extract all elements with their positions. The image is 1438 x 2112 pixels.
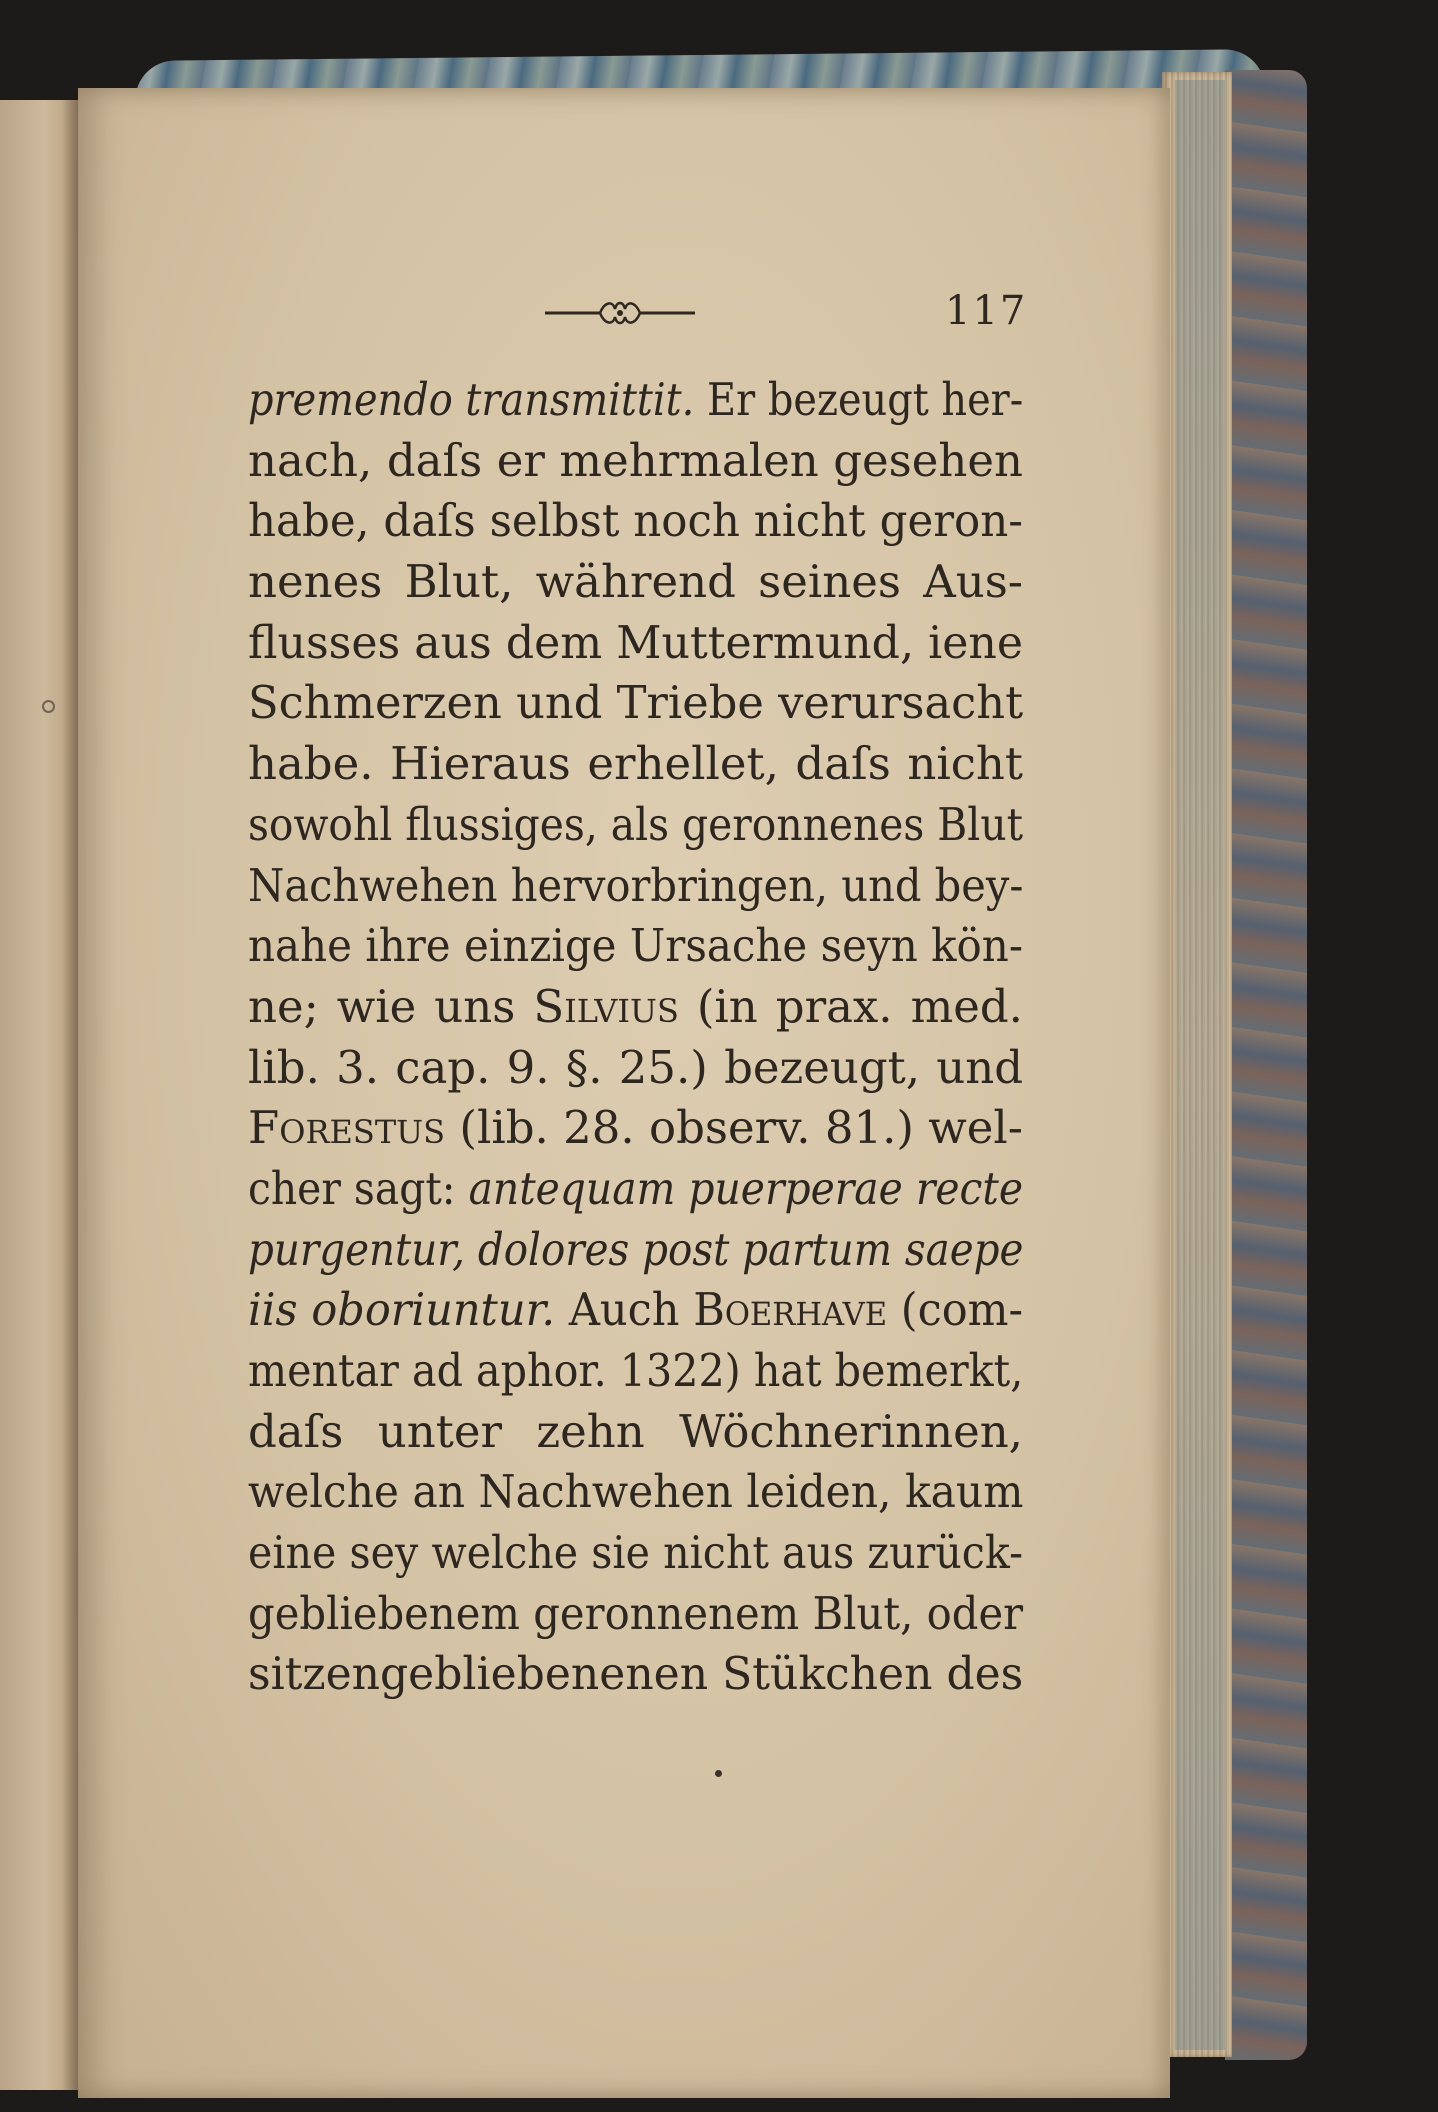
text-line xyxy=(248,1038,1023,1099)
text-segment: nach, daſs er mehrmalen gesehen xyxy=(248,433,1023,487)
text-line xyxy=(248,916,1023,977)
text-line xyxy=(248,1523,1023,1584)
text-line xyxy=(248,1462,1023,1523)
text-segment: (lib. 28. observ. 81.) wel- xyxy=(445,1101,1024,1155)
text-line xyxy=(248,1220,1023,1281)
text-line xyxy=(248,431,1023,492)
text-segment: gebliebenem geronnenem Blut, oder xyxy=(248,1586,1024,1640)
text-segment: Auch xyxy=(555,1283,694,1337)
text-segment: welche an Nachwehen leiden, kaum xyxy=(248,1465,1024,1519)
page-block-tint xyxy=(1175,80,1225,2050)
text-line xyxy=(248,370,1023,431)
text-segment: sitzengebliebenenen Stükchen des xyxy=(248,1647,1024,1701)
marbled-cover-edge xyxy=(1225,70,1307,2060)
text-segment: mentar ad aphor. 1322) hat bemerkt, xyxy=(248,1344,1024,1397)
text-segment: nenes Blut, während seines Aus- xyxy=(248,555,1023,609)
text-line xyxy=(248,1584,1023,1645)
text-segment: (com- xyxy=(887,1283,1023,1337)
text-segment: iis oboriuntur. xyxy=(248,1283,556,1337)
text-line xyxy=(248,673,1023,734)
text-segment: eine sey welche sie nicht aus zurück- xyxy=(248,1526,1023,1580)
text-segment: Er bezeugt her- xyxy=(694,373,1024,426)
ink-speck xyxy=(715,1770,722,1777)
text-segment: daſs unter zehn Wöchnerinnen, xyxy=(248,1404,1023,1458)
text-line xyxy=(248,856,1023,917)
text-line xyxy=(248,552,1023,613)
text-line xyxy=(248,977,1023,1038)
text-line xyxy=(248,1644,1023,1705)
text-line xyxy=(248,491,1023,552)
text-segment: Nachwehen hervorbringen, und bey- xyxy=(248,858,1024,912)
text-line xyxy=(248,1402,1023,1463)
text-segment: premendo transmittit. xyxy=(248,373,695,426)
text-segment: flusses aus dem Muttermund, iene xyxy=(248,615,1023,669)
text-segment: cher sagt: xyxy=(248,1161,469,1215)
text-line xyxy=(248,613,1023,674)
text-line xyxy=(248,1280,1023,1341)
body-text xyxy=(248,370,1023,1705)
text-segment: habe. Hieraus erhellet, daſs nicht xyxy=(248,737,1023,791)
text-line xyxy=(248,1098,1023,1159)
text-line xyxy=(248,1159,1023,1220)
ink-speck xyxy=(42,700,55,713)
text-segment: nahe ihre einzige Ursache seyn kön- xyxy=(248,919,1023,973)
text-line xyxy=(248,1341,1023,1402)
text-line xyxy=(248,795,1023,856)
text-line xyxy=(248,734,1023,795)
text-segment: lib. 3. cap. 9. §. 25.) bezeugt, und xyxy=(248,1040,1023,1094)
text-segment: habe, daſs selbst noch nicht geron- xyxy=(248,494,1023,548)
text-segment: purgentur, dolores post partum saepe xyxy=(248,1222,1024,1276)
text-segment: Silvius xyxy=(533,979,679,1033)
text-segment: antequam puerperae recte xyxy=(468,1161,1023,1215)
page-number: 117 xyxy=(945,288,1028,334)
text-segment: Boerhave xyxy=(693,1283,888,1337)
text-segment: ne; wie uns xyxy=(248,979,534,1033)
header-ornament-icon xyxy=(545,295,695,331)
text-segment: Schmerzen und Triebe verursacht xyxy=(248,676,1024,730)
text-segment: (in prax. med. xyxy=(678,979,1023,1033)
text-segment: sowohl flussiges, als geronnenes Blut xyxy=(248,797,1023,851)
text-segment: Forestus xyxy=(248,1101,446,1155)
